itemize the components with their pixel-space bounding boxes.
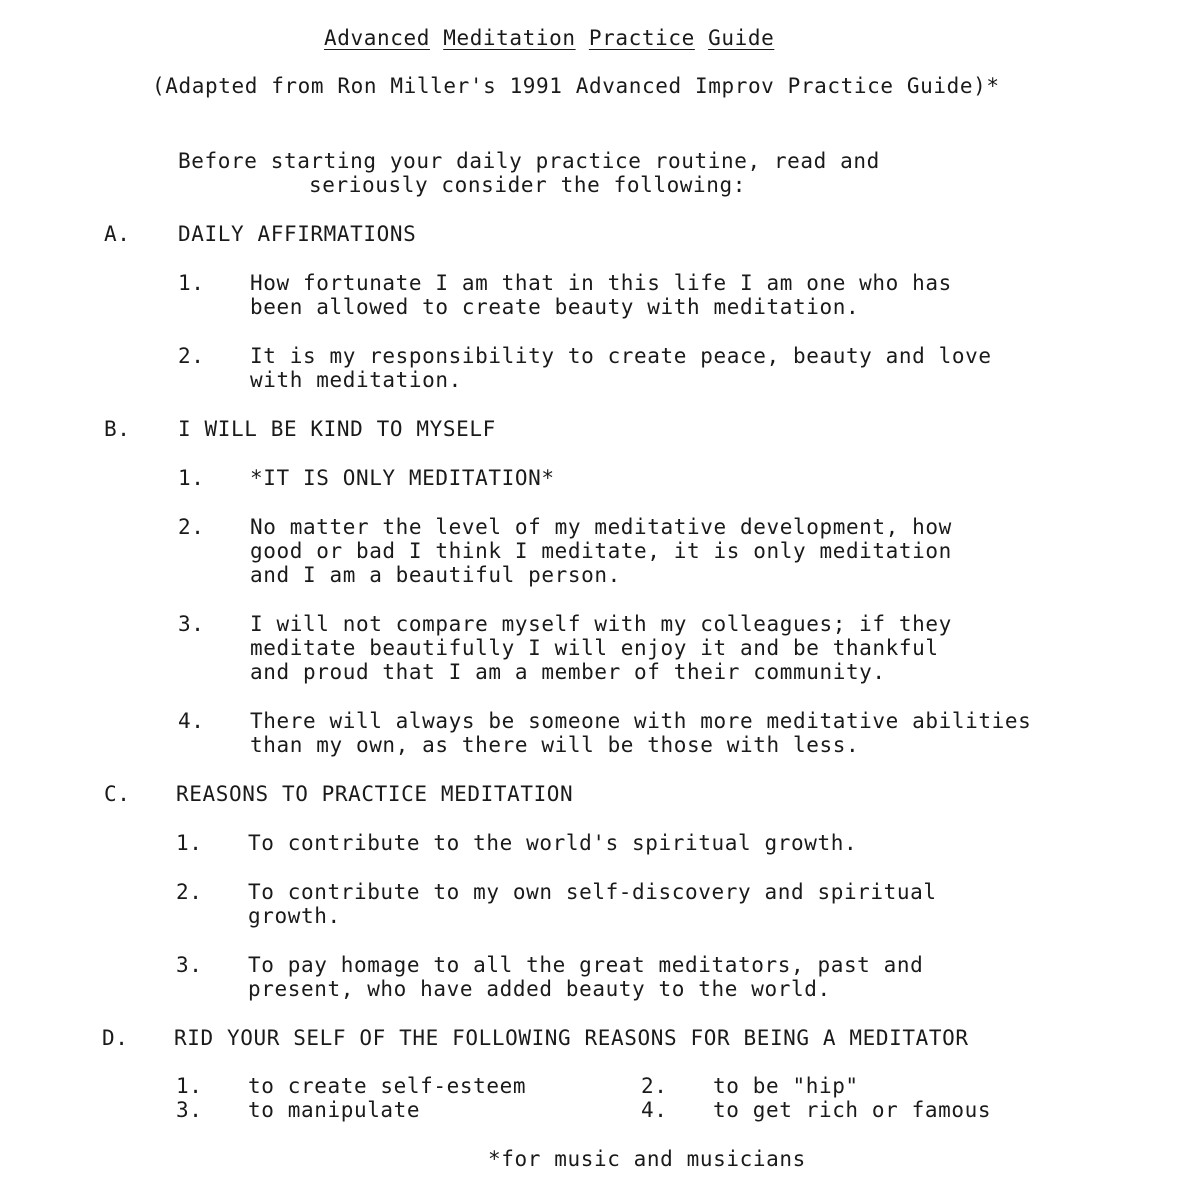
intro-line: Before starting your daily practice routine, read and — [178, 149, 880, 173]
item-line: To pay homage to all the great meditators, past and — [248, 953, 924, 977]
item-line: been allowed to create beauty with meditation. — [250, 295, 860, 319]
item-line: How fortunate I am that in this life I am one who has — [250, 271, 952, 295]
item-number: 3. — [176, 953, 203, 977]
item-line: present, who have added beauty to the world. — [248, 977, 831, 1001]
item-line: meditate beautifully I will enjoy it and be thankful — [250, 636, 939, 660]
item-line: good or bad I think I meditate, it is only meditation — [250, 539, 952, 563]
item-number: 1. — [176, 1074, 203, 1098]
item-line: No matter the level of my meditative development, how — [250, 515, 952, 539]
footnote: *for music and musicians — [488, 1147, 806, 1171]
item-number: 3. — [178, 612, 205, 636]
item-number: 2. — [178, 515, 205, 539]
item-line: with meditation. — [250, 368, 462, 392]
item-line: growth. — [248, 904, 341, 928]
item-line: to create self-esteem — [248, 1074, 527, 1098]
section-letter: D. — [102, 1026, 129, 1050]
item-line: to manipulate — [248, 1098, 421, 1122]
item-number: 2. — [176, 880, 203, 904]
item-line: I will not compare myself with my colleagues; if they — [250, 612, 952, 636]
item-number: 2. — [178, 344, 205, 368]
item-number: 1. — [178, 271, 205, 295]
item-line: and I am a beautiful person. — [250, 563, 621, 587]
intro-line: seriously consider the following: — [309, 173, 747, 197]
section-heading: DAILY AFFIRMATIONS — [178, 222, 417, 246]
section-letter: C. — [104, 782, 131, 806]
item-line: To contribute to my own self-discovery and spiritual — [248, 880, 937, 904]
title-word: Advanced — [324, 26, 430, 50]
section-heading: REASONS TO PRACTICE MEDITATION — [176, 782, 574, 806]
item-number: 3. — [176, 1098, 203, 1122]
item-line: and proud that I am a member of their community. — [250, 660, 886, 684]
item-line: than my own, as there will be those with less. — [250, 733, 860, 757]
item-number: 4. — [178, 709, 205, 733]
section-letter: A. — [104, 222, 131, 246]
title-word: Practice — [588, 26, 695, 50]
title-word: Guide — [708, 26, 775, 50]
page-title — [324, 26, 774, 50]
item-number: 1. — [178, 466, 205, 490]
item-line: to be "hip" — [713, 1074, 859, 1098]
item-line: It is my responsibility to create peace, beauty and love — [250, 344, 992, 368]
item-number: 4. — [641, 1098, 668, 1122]
item-number: 1. — [176, 831, 203, 855]
subtitle: (Adapted from Ron Miller's 1991 Advanced Improv Practice Guide)* — [152, 74, 1000, 98]
item-line: There will always be someone with more meditative abilities — [250, 709, 1032, 733]
section-heading: RID YOUR SELF OF THE FOLLOWING REASONS FOR BEING A MEDITATOR — [174, 1026, 969, 1050]
item-number: 2. — [641, 1074, 668, 1098]
section-heading: I WILL BE KIND TO MYSELF — [178, 417, 496, 441]
item-line: to get rich or famous — [713, 1098, 992, 1122]
section-letter: B. — [104, 417, 131, 441]
title-word: Meditation — [443, 26, 576, 50]
item-line: *IT IS ONLY MEDITATION* — [250, 466, 555, 490]
item-line: To contribute to the world's spiritual growth. — [248, 831, 858, 855]
